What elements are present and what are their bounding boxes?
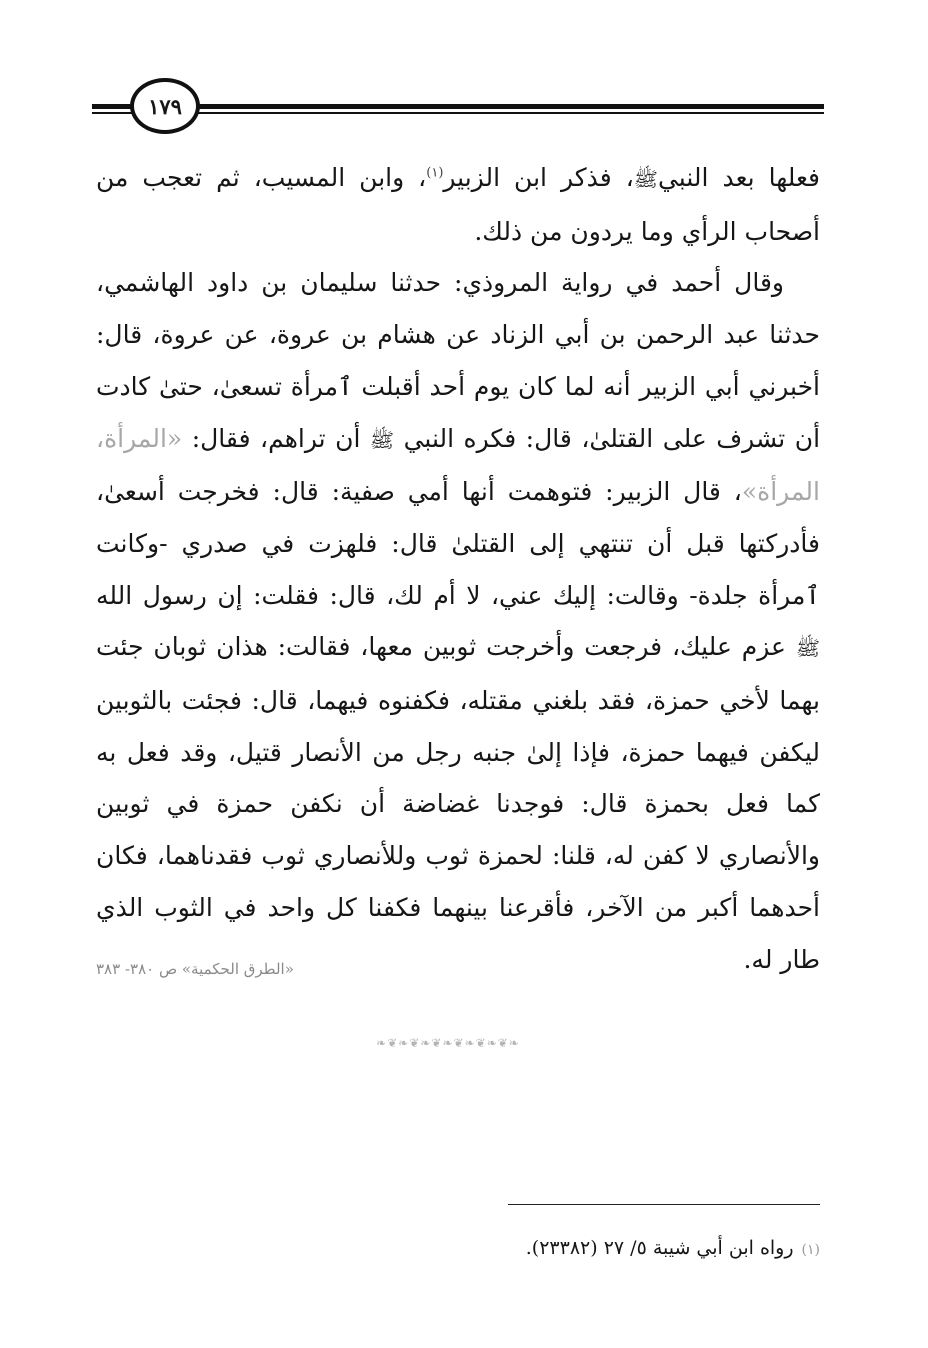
header-rule-thin <box>92 112 824 114</box>
hadith-quote: «المرأة، المرأة» <box>96 423 820 507</box>
paragraph-2-part-b: أن تراهم، فقال: <box>191 423 361 453</box>
main-text <box>96 152 820 985</box>
source-citation: «الطرق الحكمية» ص ٣٨٠- ٣٨٣ <box>96 960 294 978</box>
paragraph-2-part-c: ، قال الزبير: فتوهمت أنها أمي صفية: قال: فخرجت أسعىٰ، فأدركتها قبل أن تنتهي إلى القتلىٰ قال: فلهزت في صدري -وكانت ٱمرأة جلدة- وقالت: إليك عني، لا أم لك، قال: فقلت: إن رسول الله <box>96 477 820 610</box>
footnote-number: (١) <box>801 1242 820 1258</box>
paragraph-1-part-a: فعلها بعد النبي <box>657 163 821 192</box>
honorific-symbol: ﷺ <box>633 167 658 191</box>
page-number: ١٧٩ <box>130 78 200 134</box>
footnote-1 <box>96 1232 820 1266</box>
paragraph-1-part-c: ، وابن المسيب، ثم تعجب من أصحاب الرأي وما يردون من ذلك. <box>96 163 820 246</box>
paragraph-2-part-a: وقال أحمد في رواية المروذي: حدثنا سليمان بن داود الهاشمي، حدثنا عبد الرحمن بن أبي الزناد عن هشام بن عروة، عن عروة، قال: أخبرني أبي الزبير أنه لما كان يوم أحد أقبلت ٱمرأة تسعىٰ، حتىٰ كادت أن تشرف على القتلىٰ، قال: فكره النبي <box>96 268 821 453</box>
section-ornament: ❧❦❧❦❧❦❧❦❧❦❧❦❧ <box>376 1036 520 1050</box>
footnote-text: رواه ابن أبي شيبة ٥/ ٢٧ (٢٣٣٨٢). <box>525 1237 794 1259</box>
header-rule-thick <box>92 104 824 109</box>
paragraph-2 <box>96 257 820 985</box>
footnote-separator <box>508 1204 820 1205</box>
paragraph-2-part-d: عزم عليك، فرجعت وأخرجت ثوبين معها، فقالت: هذان ثوبان جئت بهما لأخي حمزة، فقد بلغني مقتله، فكفنوه فيهما، قال: فجئت بالثوبين ليكفن فيهما حمزة، فإذا إلىٰ جنبه رجل من الأنصار قتيل، وقد فعل به كما فعل بحمزة قال: فوجدنا غضاضة أن نكفن حمزة في ثوبين والأنصاري لا كفن له، قلنا: لحمزة ثوب وللأنصاري ثوب فقدناهما، فكان أحدهما أكبر من الآخر، فأقرعنا بينهما فكفنا كل واحد في الثوب الذي طار له. <box>96 632 820 974</box>
page-header <box>92 74 824 138</box>
honorific-symbol: ﷺ <box>795 636 820 661</box>
paragraph-1 <box>96 152 820 257</box>
footnote-reference[interactable]: (١) <box>426 165 444 181</box>
paragraph-1-part-b: ، فذكر ابن الزبير <box>443 163 634 192</box>
honorific-symbol: ﷺ <box>369 427 395 452</box>
